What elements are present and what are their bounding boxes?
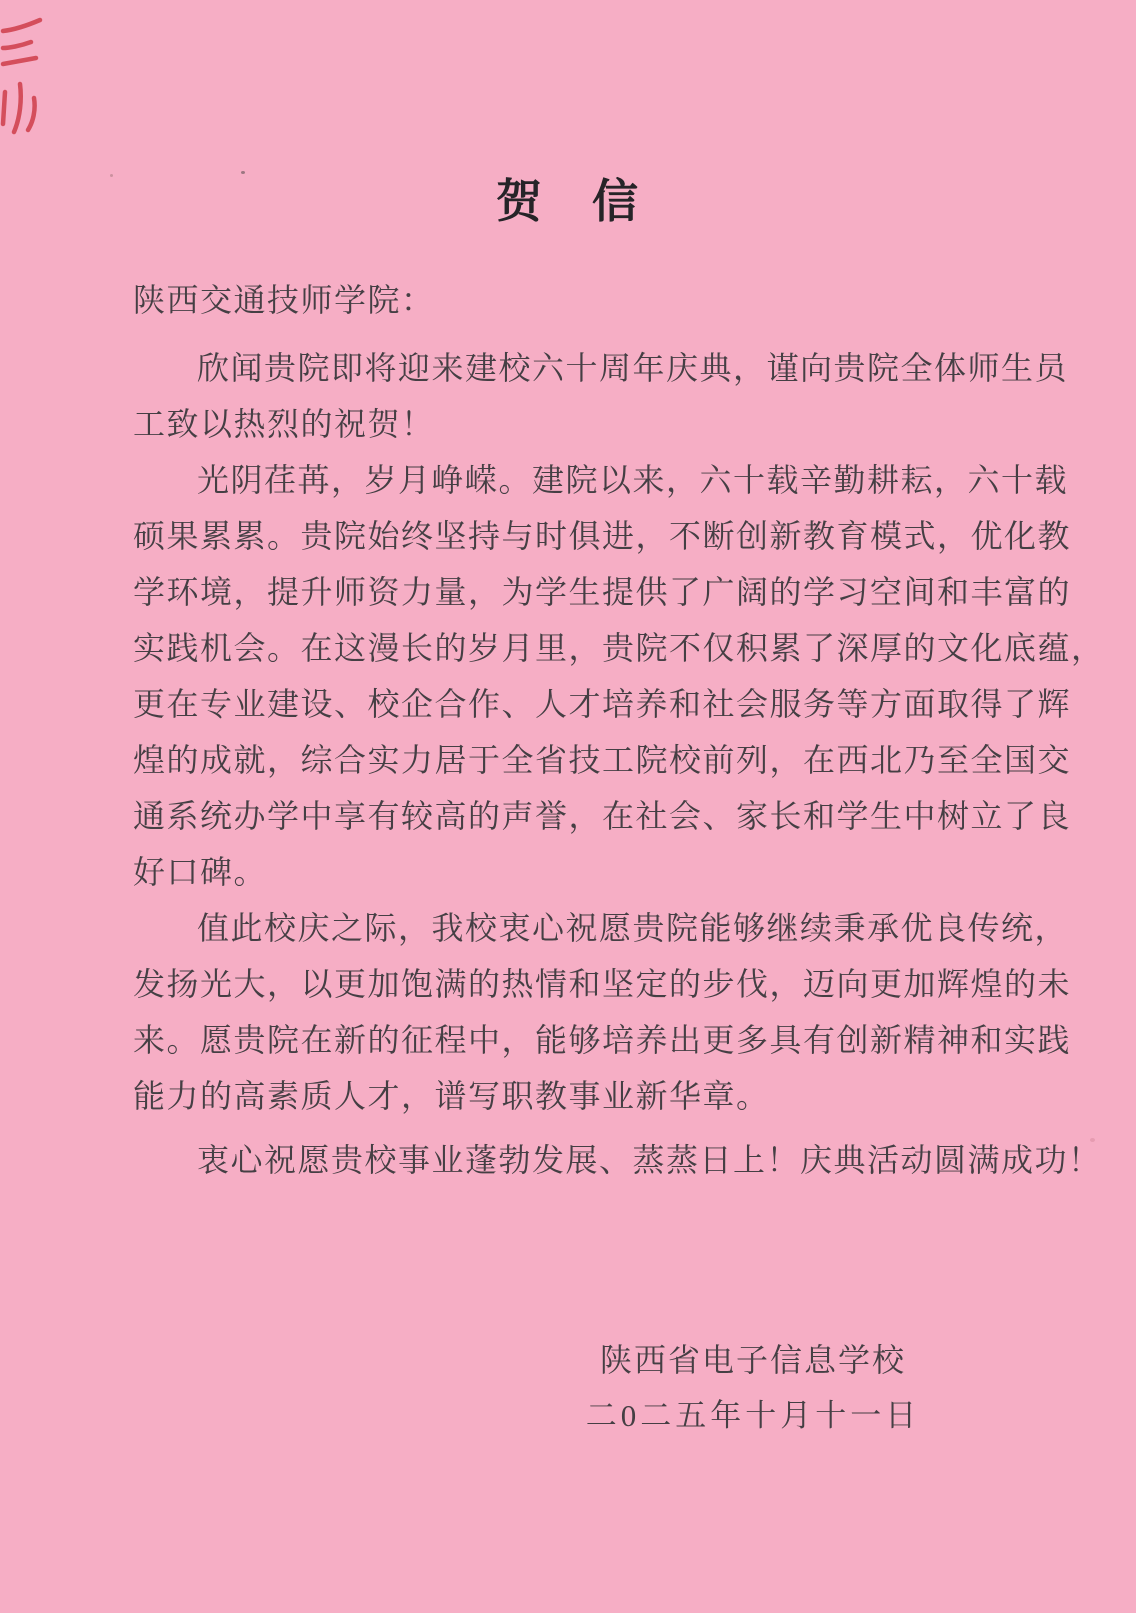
letter-line: 通系统办学中享有较高的声誉，在社会、家长和学生中树立了良 bbox=[133, 798, 1072, 834]
paragraph-1 bbox=[133, 340, 1069, 452]
scan-speck bbox=[241, 171, 245, 174]
letter-line: 实践机会。在这漫长的岁月里，贵院不仅积累了深厚的文化底蕴， bbox=[133, 630, 1105, 666]
signature-block bbox=[586, 1332, 921, 1444]
letter-line: 好口碑。 bbox=[133, 854, 268, 890]
letter-line: 光阴荏苒，岁月峥嵘。建院以来，六十载辛勤耕耘，六十载 bbox=[197, 462, 1069, 498]
letter-line: 工致以热烈的祝贺！ bbox=[133, 406, 435, 442]
letter-line: 值此校庆之际，我校衷心祝愿贵院能够继续秉承优良传统， bbox=[197, 910, 1069, 946]
signature-date: 二0二五年十月十一日 bbox=[585, 1398, 921, 1433]
letter-body bbox=[133, 272, 1105, 1188]
letter-line: 硕果累累。贵院始终坚持与时俱进，不断创新教育模式，优化教 bbox=[133, 518, 1072, 554]
letter-line: 煌的成就，综合实力居于全省技工院校前列，在西北乃至全国交 bbox=[133, 742, 1072, 778]
letter-line: 来。愿贵院在新的征程中，能够培养出更多具有创新精神和实践 bbox=[133, 1022, 1072, 1058]
paragraph-2 bbox=[133, 452, 1105, 900]
paragraph-3 bbox=[133, 900, 1072, 1124]
red-pen-edge-marks bbox=[0, 6, 46, 146]
letter-title: 贺 信 bbox=[496, 176, 640, 227]
letter-line: 发扬光大，以更加饱满的热情和坚定的步伐，迈向更加辉煌的未 bbox=[133, 966, 1072, 1002]
salutation: 陕西交通技师学院： bbox=[133, 282, 435, 318]
letter-line: 欣闻贵院即将迎来建校六十周年庆典，谨向贵院全体师生员 bbox=[197, 350, 1069, 386]
letter-line: 学环境，提升师资力量，为学生提供了广阔的学习空间和丰富的 bbox=[133, 574, 1072, 610]
letter-line: 更在专业建设、校企合作、人才培养和社会服务等方面取得了辉 bbox=[133, 686, 1072, 722]
paragraph-4 bbox=[133, 1132, 1102, 1188]
signature-name: 陕西省电子信息学校 bbox=[599, 1342, 906, 1378]
letter-line: 衷心祝愿贵校事业蓬勃发展、蒸蒸日上！庆典活动圆满成功！ bbox=[197, 1142, 1102, 1178]
letter-line: 能力的高素质人才，谱写职教事业新华章。 bbox=[133, 1078, 770, 1114]
